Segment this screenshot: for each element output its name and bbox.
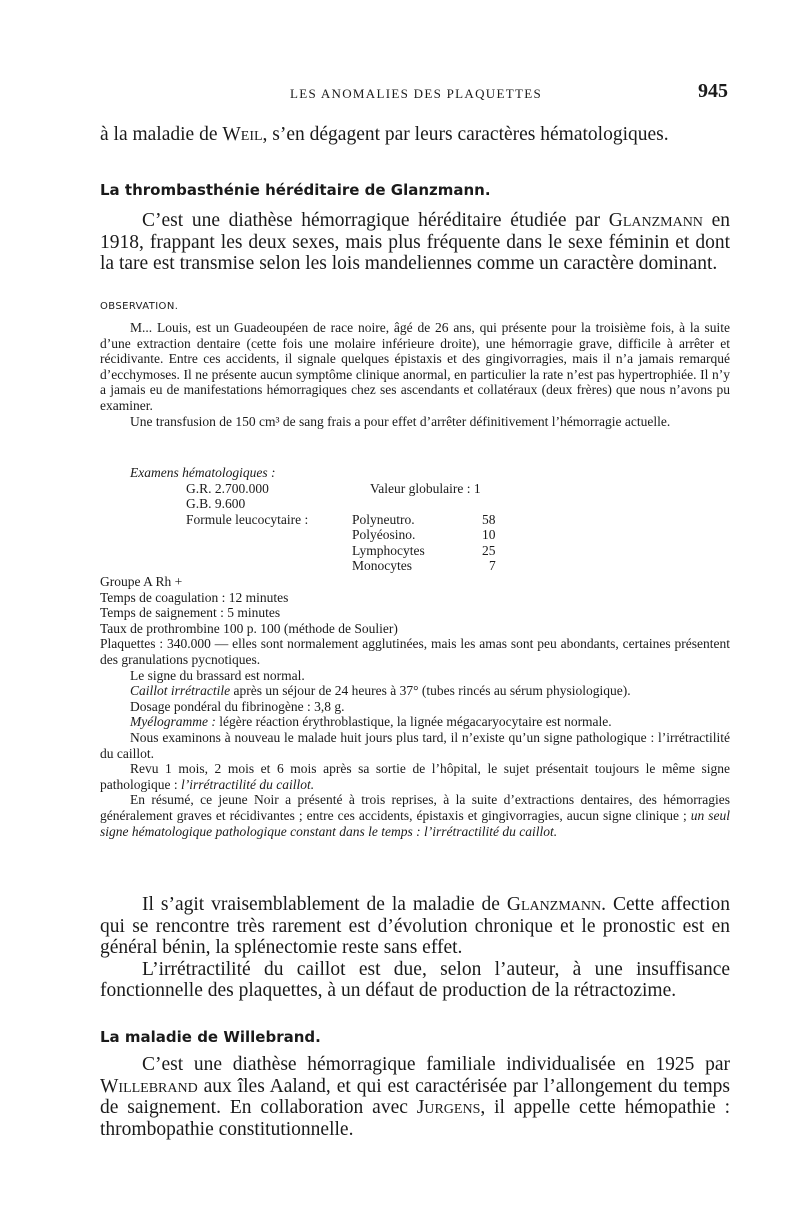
formule-label: Formule leucocytaire : <box>186 512 309 527</box>
page-number: 945 <box>698 80 728 102</box>
myelogramme-line: Myélogramme : légère réaction érythroblastique, la lignée mégacaryocytaire est normale. <box>130 714 612 730</box>
section-heading: La maladie de Willebrand. <box>100 1028 321 1046</box>
dosage-line: Dosage pondéral du fibrinogène : 3,8 g. <box>130 698 345 714</box>
glanzmann-intro <box>100 210 730 275</box>
resume-line: En résumé, ce jeune Noir a présenté à trois reprises, à la suite d’extractions dentaires, des hémorragies généralement graves et récidivantes ; entre ces accidents, épistaxis et gingivorragies, aucun signe clinique ; un seul signe hématologique pathologique constant dans le temps : l’irrétractilité du caillot. <box>100 792 730 839</box>
conclusion-paragraph: Il s’agit vraisemblablement de la maladie de Glanzmann. Cette affection qui se rencontre très rarement est d’évolution chronique et le pronostic est en général bénin, la splénectomie reste sans effet. <box>100 894 730 958</box>
observation-text <box>100 320 730 429</box>
observation-paragraph: M... Louis, est un Guadeoupéen de race noire, âgé de 26 ans, qui présente pour la troisième fois, à la suite d’une extraction dentaire (cette fois une molaire inférieure droite), une hémorragie grave, difficile à arrêter et récidivante. Entre ces accidents, il signale quelques épistaxis et des gingivorragies, mais il n’a jamais remarqué d’ecchymoses. Il ne présente aucun symptôme clinique anormal, en particulier la rate n’est pas hypertrophiée. Il n’y a jamais eu de manifestations hémorragiques chez ses ascendants et collatéraux (deux frères) que nous n’avons pu examiner. <box>100 320 730 413</box>
exam-title: Examens hématologiques : <box>130 465 276 480</box>
intro-paragraph: à la maladie de Weil, s’en dégagent par leurs caractères hématologiques. <box>100 124 669 145</box>
leuco-value: 58 <box>482 512 496 527</box>
conclusion-paragraph: L’irrétractilité du caillot est due, selon l’auteur, à une insuffisance fonctionnelle des plaquettes, à un défaut de production de la rétractozime. <box>100 958 730 1001</box>
glanzmann-paragraph: C’est une diathèse hémorragique héréditaire étudiée par Glanzmann en 1918, frappant les deux sexes, mais plus fréquente dans le sexe féminin et dont la tare est transmise selon les lois mandeliennes comme un caractère dominant. <box>100 210 730 274</box>
observation-results <box>100 574 730 839</box>
gr-value: G.R. 2.700.000 <box>186 481 269 496</box>
leuco-value: 10 <box>482 527 496 542</box>
valeur-globulaire: Valeur globulaire : 1 <box>370 481 481 496</box>
section-willebrand <box>100 1028 730 1046</box>
leuco-name: Polyéosino. <box>352 527 416 542</box>
saignement-line: Temps de saignement : 5 minutes <box>100 605 281 621</box>
groupe-line: Groupe A Rh + <box>100 574 183 589</box>
section-glanzmann <box>100 181 730 199</box>
leuco-name: Lymphocytes <box>352 543 425 558</box>
observation-label: OBSERVATION. <box>100 301 179 312</box>
observation-label-block <box>100 301 730 312</box>
willebrand-intro <box>100 1054 730 1140</box>
leuco-value: 25 <box>482 543 496 558</box>
observation-paragraph: Une transfusion de 150 cm³ de sang frais a pour effet d’arrêter définitivement l’hémorragie actuelle. <box>130 413 671 429</box>
gb-value: G.B. 9.600 <box>186 496 246 511</box>
leuco-name: Polyneutro. <box>352 512 415 527</box>
coagulation-line: Temps de coagulation : 12 minutes <box>100 589 289 605</box>
running-title: LES ANOMALIES DES PLAQUETTES <box>290 86 542 101</box>
willebrand-paragraph: C’est une diathèse hémorragique familiale individualisée en 1925 par Willebrand aux îles Aaland, et qui est caractérisée par l’allongement du temps de saignement. En collaboration avec Jurgens, il appelle cette hémopathie : thrombopathie constitutionnelle. <box>100 1054 730 1140</box>
leuco-value: 7 <box>489 558 496 573</box>
author-name: Weil <box>222 124 263 145</box>
reexam-line: Nous examinons à nouveau le malade huit jours plus tard, il n’existe qu’un signe pathologique : l’irrétractilité du caillot. <box>100 729 730 761</box>
section-heading: La thrombasthénie héréditaire de Glanzmann. <box>100 181 491 199</box>
caillot-line: Caillot irrétractile après un séjour de 24 heures à 37° (tubes rincés au sérum physiologique). <box>130 683 631 699</box>
conclusion-block <box>100 894 730 1002</box>
leuco-name: Monocytes <box>352 558 412 573</box>
revu-line: Revu 1 mois, 2 mois et 6 mois après sa sortie de l’hôpital, le sujet présentait toujours le même signe pathologique : l’irrétractilité du caillot. <box>100 761 730 792</box>
brassard-line: Le signe du brassard est normal. <box>130 667 305 683</box>
prothrombine-line: Taux de prothrombine 100 p. 100 (méthode de Soulier) <box>100 620 398 636</box>
plaquettes-line: Plaquettes : 340.000 — elles sont normalement agglutinées, mais les amas sont peu abondants, certaines présentent des granulations pycnotiques. <box>100 636 730 667</box>
intro-block <box>100 124 730 146</box>
